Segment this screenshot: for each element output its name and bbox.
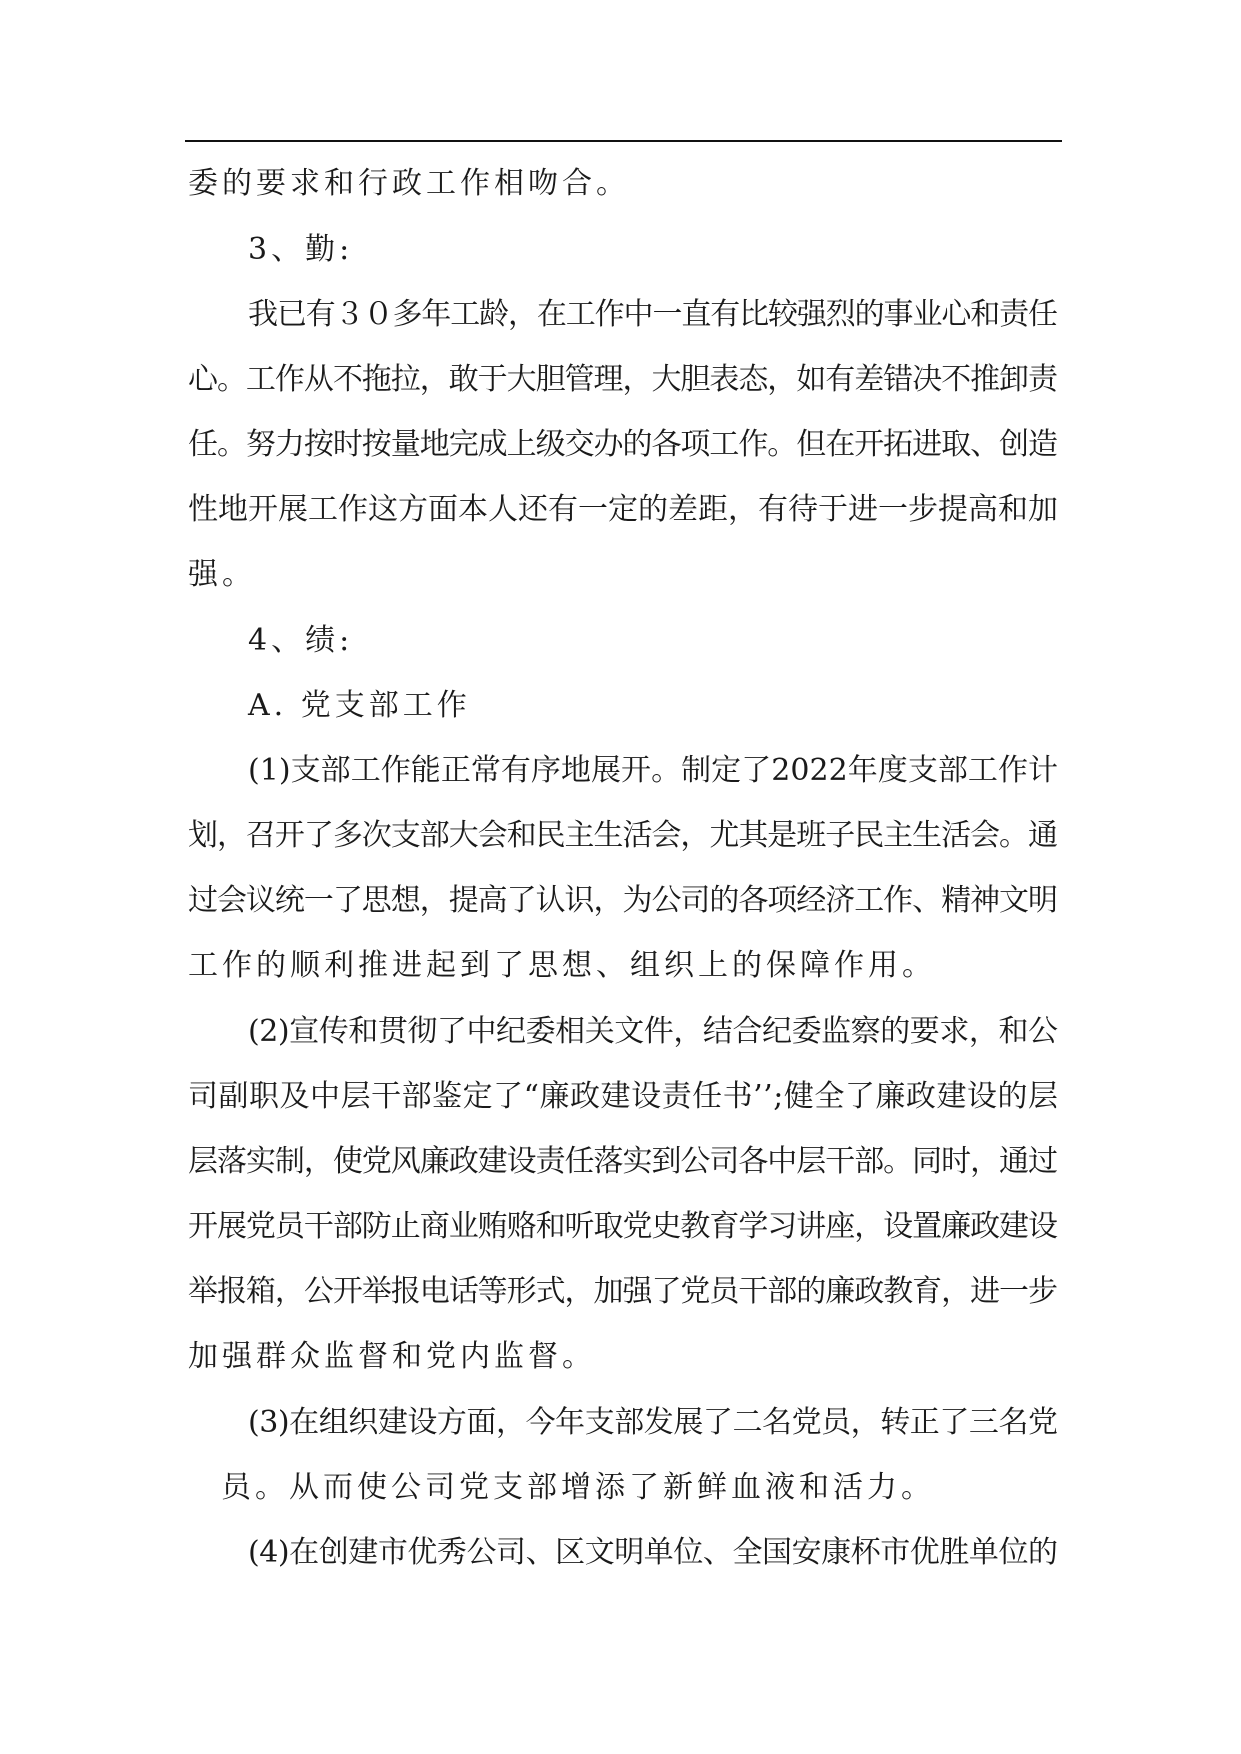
paragraph-line: 强。 xyxy=(188,557,256,592)
paragraph-line: 工作的顺利推进起到了思想、组织上的保障作用。 xyxy=(188,948,936,983)
paragraph-line: 司副职及中层干部鉴定了“廉政建设责任书’’;健全了廉政建设的层 xyxy=(188,1079,1059,1114)
section-heading: 4、绩: xyxy=(248,623,354,658)
paragraph-line: 员。从而使公司党支部增添了新鲜血液和活力。 xyxy=(221,1470,935,1505)
paragraph-line: (3)在组织建设方面，今年支部发展了二名党员，转正了三名党 xyxy=(248,1405,1058,1440)
paragraph-line: 我已有３０多年工龄，在工作中一直有比较强烈的事业心和责任 xyxy=(248,297,1057,332)
paragraph-line: 开展党员干部防止商业贿赂和听取党史教育学习讲座，设置廉政建设 xyxy=(188,1209,1057,1244)
paragraph-line: 划，召开了多次支部大会和民主生活会，尤其是班子民主生活会。通 xyxy=(188,818,1057,853)
paragraph-line: 层落实制，使党风廉政建设责任落实到公司各中层干部。同时，通过 xyxy=(188,1144,1057,1179)
paragraph-line: 过会议统一了思想，提高了认识，为公司的各项经济工作、精神文明 xyxy=(188,883,1057,918)
paragraph-line: (1)支部工作能正常有序地展开。制定了2022年度支部工作计 xyxy=(248,753,1059,788)
paragraph-line: 任。努力按时按量地完成上级交办的各项工作。但在开拓进取、创造 xyxy=(188,427,1057,462)
paragraph-line: 性地开展工作这方面本人还有一定的差距，有待于进一步提高和加 xyxy=(188,492,1058,527)
section-heading: 3、勤: xyxy=(248,232,354,267)
paragraph-line: 举报箱，公开举报电话等形式，加强了党员干部的廉政教育，进一步 xyxy=(188,1274,1057,1309)
paragraph-line: 心。工作从不拖拉，敢于大胆管理，大胆表态，如有差错决不推卸责 xyxy=(188,362,1057,397)
subsection-heading: A. 党支部工作 xyxy=(248,688,471,723)
paragraph-line: (2)宣传和贯彻了中纪委相关文件，结合纪委监察的要求，和公 xyxy=(248,1014,1058,1049)
paragraph-line: 加强群众监督和党内监督。 xyxy=(188,1339,596,1374)
paragraph-line: 委的要求和行政工作相吻合。 xyxy=(188,166,630,201)
paragraph-line: (4)在创建市优秀公司、区文明单位、全国安康杯市优胜单位的 xyxy=(248,1535,1058,1570)
header-rule xyxy=(185,140,1062,142)
